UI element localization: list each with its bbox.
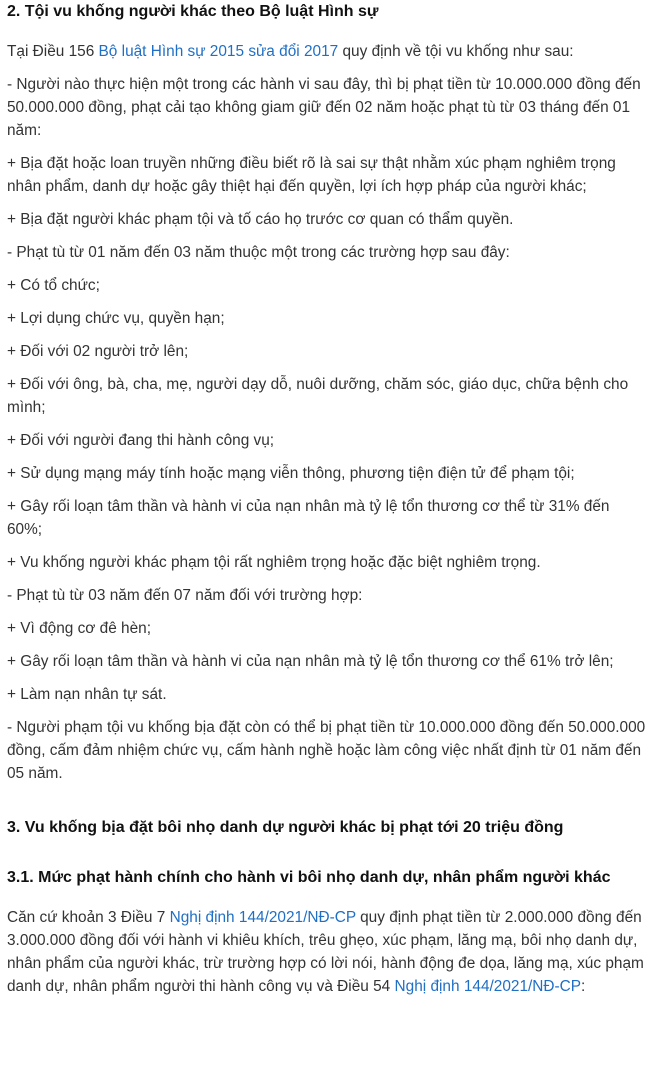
clause-paragraph: - Phạt tù từ 03 năm đến 07 năm đối với trường hợp: bbox=[7, 587, 363, 604]
intro-paragraph bbox=[7, 40, 647, 63]
clause-paragraph: + Đối với người đang thi hành công vụ; bbox=[7, 432, 275, 449]
intro-text-end: quy định về tội vu khống như sau: bbox=[338, 43, 574, 60]
clause-paragraph: + Bịa đặt hoặc loan truyền những điều biết rõ là sai sự thật nhằm xúc phạm nghiêm trọng nhân phẩm, danh dự hoặc gây thiệt hại đến quyền, lợi ích hợp pháp của người khác; bbox=[7, 155, 616, 195]
clause-paragraph: + Bịa đặt người khác phạm tội và tố cáo họ trước cơ quan có thẩm quyền. bbox=[7, 211, 514, 228]
clause-paragraph: + Đối với 02 người trở lên; bbox=[7, 343, 189, 360]
clause-paragraph: + Làm nạn nhân tự sát. bbox=[7, 686, 167, 703]
decree-text-end: : bbox=[581, 978, 586, 995]
section-heading-criminal-slander: 2. Tội vu khống người khác theo Bộ luật Hình sự bbox=[7, 3, 379, 20]
criminal-code-link[interactable]: Bộ luật Hình sự 2015 sửa đổi 2017 bbox=[98, 43, 339, 60]
intro-text: Tại Điều 156 bbox=[7, 43, 99, 60]
decree-link-2[interactable]: Nghị định 144/2021/NĐ-CP bbox=[394, 978, 582, 995]
decree-link[interactable]: Nghị định 144/2021/NĐ-CP bbox=[169, 909, 356, 926]
clause-paragraph: + Vì động cơ đê hèn; bbox=[7, 620, 152, 637]
clause-paragraph: + Vu khống người khác phạm tội rất nghiêm trọng hoặc đặc biệt nghiêm trọng. bbox=[7, 554, 541, 571]
clause-paragraph: + Lợi dụng chức vụ, quyền hạn; bbox=[7, 310, 225, 327]
clause-paragraph: - Người nào thực hiện một trong các hành vi sau đây, thì bị phạt tiền từ 10.000.000 đồng đến 50.000.000 đồng, phạt cải tạo không giam giữ đến 02 năm hoặc phạt tù từ 03 tháng đến 01 năm: bbox=[7, 76, 641, 139]
clause-paragraph: + Gây rối loạn tâm thần và hành vi của nạn nhân mà tỷ lệ tổn thương cơ thể 61% trở lên; bbox=[7, 653, 614, 670]
decree-text: Căn cứ khoản 3 Điều 7 bbox=[7, 909, 170, 926]
article-body bbox=[0, 1, 653, 998]
subsection-heading-administrative-fine: 3.1. Mức phạt hành chính cho hành vi bôi nhọ danh dự, nhân phẩm người khác bbox=[7, 869, 611, 886]
clause-paragraph: + Đối với ông, bà, cha, mẹ, người dạy dỗ, nuôi dưỡng, chăm sóc, giáo dục, chữa bệnh cho mình; bbox=[7, 376, 629, 416]
section-heading-fine: 3. Vu khống bịa đặt bôi nhọ danh dự người khác bị phạt tới 20 triệu đồng bbox=[7, 819, 564, 836]
clause-paragraph: - Người phạm tội vu khống bịa đặt còn có thể bị phạt tiền từ 10.000.000 đồng đến 50.000.000 đồng, cấm đảm nhiệm chức vụ, cấm hành nghề hoặc làm công việc nhất định từ 01 năm đến 05 năm. bbox=[7, 719, 646, 782]
clause-paragraph: - Phạt tù từ 01 năm đến 03 năm thuộc một trong các trường hợp sau đây: bbox=[7, 244, 510, 261]
decree-text: quy định phạt tiền từ 2.000.000 đồng đến 3.000.000 đồng đối với hành vi khiêu khích, trêu ghẹo, xúc phạm, lăng mạ, bôi nhọ danh dự, nhân phẩm của người khác, trừ trường hợp có lời nói, hành động đe dọa, lăng mạ, xúc phạm danh dự, nhân phẩm người thi hành công vụ và Điều 54 bbox=[7, 909, 644, 995]
clause-paragraph: + Gây rối loạn tâm thần và hành vi của nạn nhân mà tỷ lệ tổn thương cơ thể từ 31% đến 60%; bbox=[7, 498, 610, 538]
decree-paragraph bbox=[7, 906, 647, 998]
clause-paragraph: + Sử dụng mạng máy tính hoặc mạng viễn thông, phương tiện điện tử để phạm tội; bbox=[7, 465, 575, 482]
clause-paragraph: + Có tổ chức; bbox=[7, 277, 100, 294]
